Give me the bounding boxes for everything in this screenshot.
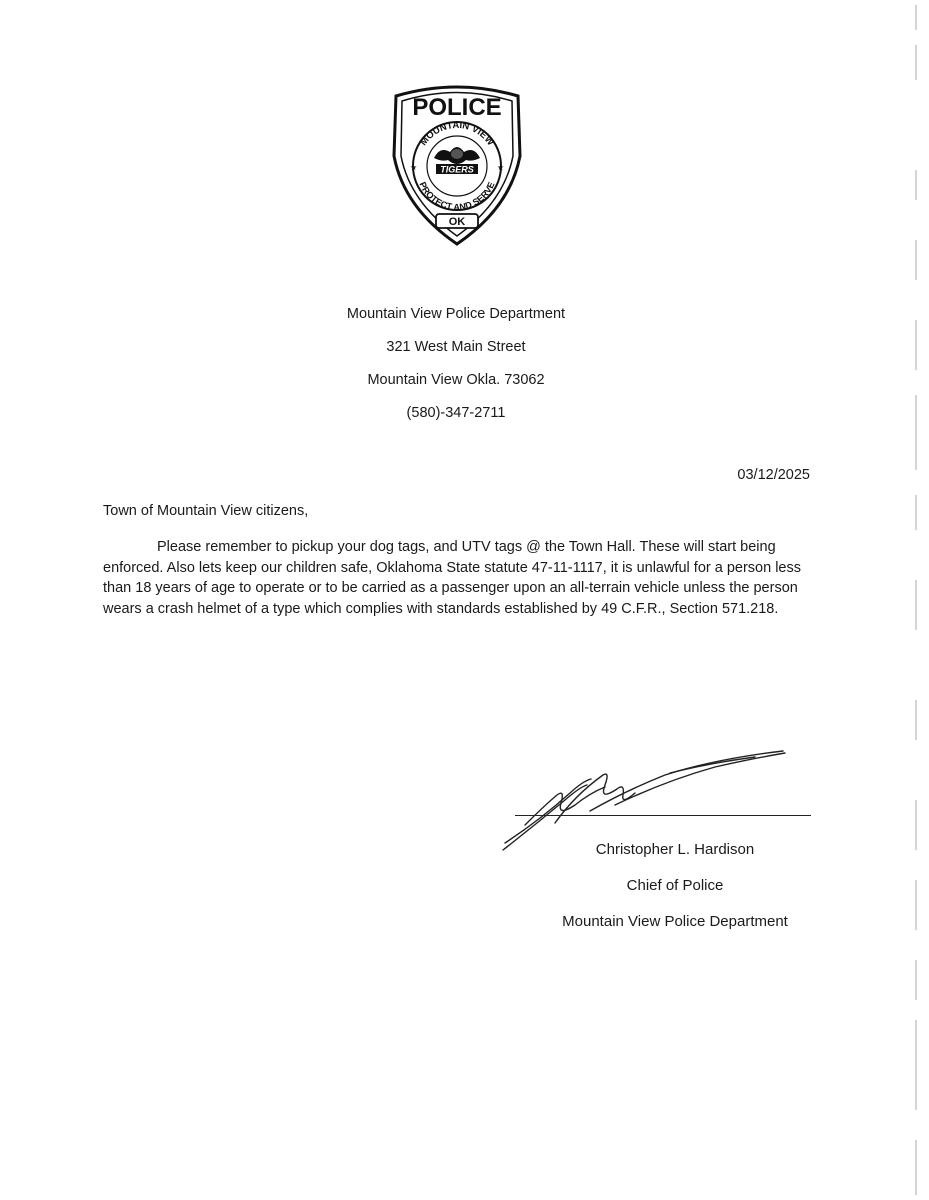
signer-block xyxy=(540,832,810,940)
department-name: Mountain View Police Department xyxy=(346,306,566,322)
badge-police-text: POLICE xyxy=(412,94,502,121)
signer-department: Mountain View Police Department xyxy=(562,913,788,930)
letter-body-text: Please remember to pickup your dog tags, and UTV tags @ the Town Hall. These will start being enforced. Also lets keep our children safe, Oklahoma State statute 47-11-1117, it is unlawful for a person less than 18 years of age to operate or to be carried as a passenger upon an all-terrain vehicle unless the person wears a crash helmet of a type which complies with standards established by 49 C.F.R., Section 571.218. xyxy=(103,539,801,617)
salutation: Town of Mountain View citizens, xyxy=(103,503,309,519)
letter-body-paragraph xyxy=(103,537,815,619)
scan-edge-artifacts xyxy=(912,0,920,1200)
svg-text:★: ★ xyxy=(410,163,418,172)
signature-line xyxy=(515,815,811,816)
phone-number: (580)-347-2711 xyxy=(406,405,506,421)
police-badge-logo xyxy=(392,78,522,246)
badge-ring-top-text: MOUNTAIN VIEW xyxy=(418,119,496,148)
letterhead xyxy=(300,298,612,430)
badge-ok-text: OK xyxy=(448,216,466,228)
badge-tigers-text: TIGERS xyxy=(440,164,474,175)
city-state-zip: Mountain View Okla. 73062 xyxy=(367,372,545,388)
svg-text:★: ★ xyxy=(497,163,505,172)
letter-date: 03/12/2025 xyxy=(737,467,810,483)
signer-name: Christopher L. Hardison xyxy=(595,841,755,858)
badge-ring-bottom-text: PROTECT AND SERVE xyxy=(417,180,497,213)
street-address: 321 West Main Street xyxy=(386,339,526,355)
signer-title: Chief of Police xyxy=(626,877,724,894)
